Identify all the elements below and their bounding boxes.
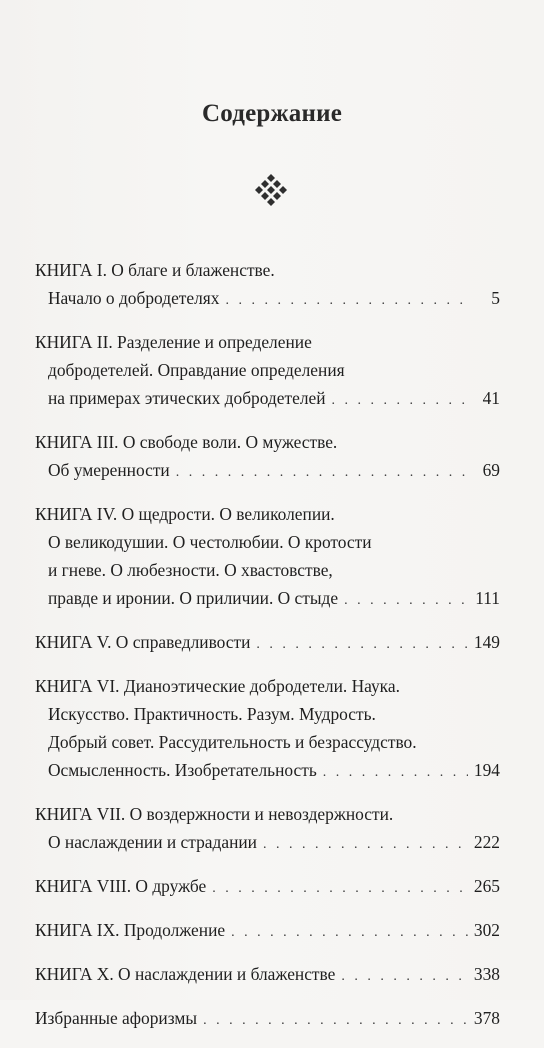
dot-leader [203, 1007, 468, 1035]
page-number: 41 [482, 388, 500, 408]
toc-entry[interactable] [35, 1004, 500, 1035]
toc-entry-last-line [35, 872, 500, 903]
toc-entry-line: КНИГА II. Разделение и определение [35, 332, 312, 352]
page-number: 5 [491, 288, 500, 308]
toc-entry[interactable] [35, 500, 500, 615]
toc-entry-line: КНИГА VI. Дианоэтические добродетели. Наука. [35, 676, 400, 696]
toc-entry-last-line [35, 584, 500, 615]
toc-entry-last-line [35, 756, 500, 787]
toc-entry[interactable] [35, 960, 500, 991]
toc-entry-line: КНИГА VII. О воздержности и невоздержности. [35, 804, 394, 824]
dot-leader [323, 759, 468, 787]
toc-entry-text: Об умеренности [48, 460, 170, 480]
toc-entry[interactable] [35, 800, 500, 859]
toc-entry-text: О наслаждении и страдании [48, 832, 257, 852]
dot-leader [256, 631, 467, 659]
dot-leader [176, 459, 472, 487]
toc-entry-line: Добрый совет. Рассудительность и безрассудство. [48, 732, 417, 752]
dot-leader [263, 831, 468, 859]
toc-entry-last-line [35, 284, 500, 315]
toc-entry-last-line [35, 1004, 500, 1035]
toc-entry-text: КНИГА VIII. О дружбе [35, 876, 207, 896]
toc-entry-line: КНИГА I. О благе и блаженстве. [35, 260, 275, 280]
toc-entry-last-line [35, 384, 500, 415]
toc-entry-text: КНИГА IX. Продолжение [35, 920, 226, 940]
table-of-contents [35, 256, 500, 1048]
toc-entry-text: КНИГА X. О наслаждении и блаженстве [35, 964, 336, 984]
toc-entry-text: на примерах этических добродетелей [48, 388, 326, 408]
page-number: 265 [473, 876, 500, 896]
toc-entry-last-line [35, 828, 500, 859]
toc-entry[interactable] [35, 328, 500, 415]
dot-leader [341, 963, 468, 991]
page-number: 111 [475, 588, 500, 608]
diamond-cluster-icon [253, 172, 289, 208]
dot-leader [231, 919, 468, 947]
toc-entry[interactable] [35, 916, 500, 947]
toc-entry-last-line [35, 456, 500, 487]
toc-entry-line: добродетелей. Оправдание определения [48, 360, 345, 380]
toc-entry[interactable] [35, 628, 500, 659]
toc-entry-last-line [35, 916, 500, 947]
toc-entry-text: Осмысленность. Изобретательность [48, 760, 317, 780]
dot-leader [212, 875, 468, 903]
dot-leader [344, 587, 469, 615]
dot-leader [226, 287, 472, 315]
toc-entry-last-line [35, 628, 500, 659]
page-number: 222 [473, 832, 500, 852]
toc-entry[interactable] [35, 256, 500, 315]
page-title: Содержание [201, 100, 342, 127]
toc-entry-text: правде и иронии. О приличии. О стыде [48, 588, 339, 608]
page-number: 69 [482, 460, 500, 480]
toc-entry-line: О великодушии. О честолюбии. О кротости [48, 532, 372, 552]
page-number: 149 [473, 632, 500, 652]
page-number: 194 [473, 760, 500, 780]
toc-entry-line: КНИГА III. О свободе воли. О мужестве. [35, 432, 338, 452]
toc-entry[interactable] [35, 672, 500, 787]
dot-leader [332, 387, 472, 415]
page-number: 338 [473, 964, 500, 984]
toc-entry-text: Начало о добродетелях [48, 288, 220, 308]
toc-entry-line: и гневе. О любезности. О хвастовстве, [48, 560, 333, 580]
toc-entry[interactable] [35, 428, 500, 487]
toc-entry-text: Избранные афоризмы [35, 1008, 198, 1028]
toc-entry[interactable] [35, 872, 500, 903]
page-number: 378 [473, 1008, 500, 1028]
toc-entry-line: Искусство. Практичность. Разум. Мудрость. [48, 704, 376, 724]
toc-entry-last-line [35, 960, 500, 991]
toc-entry-line: КНИГА IV. О щедрости. О великолепии. [35, 504, 335, 524]
page-number: 302 [473, 920, 500, 940]
toc-entry-text: КНИГА V. О справедливости [35, 632, 251, 652]
